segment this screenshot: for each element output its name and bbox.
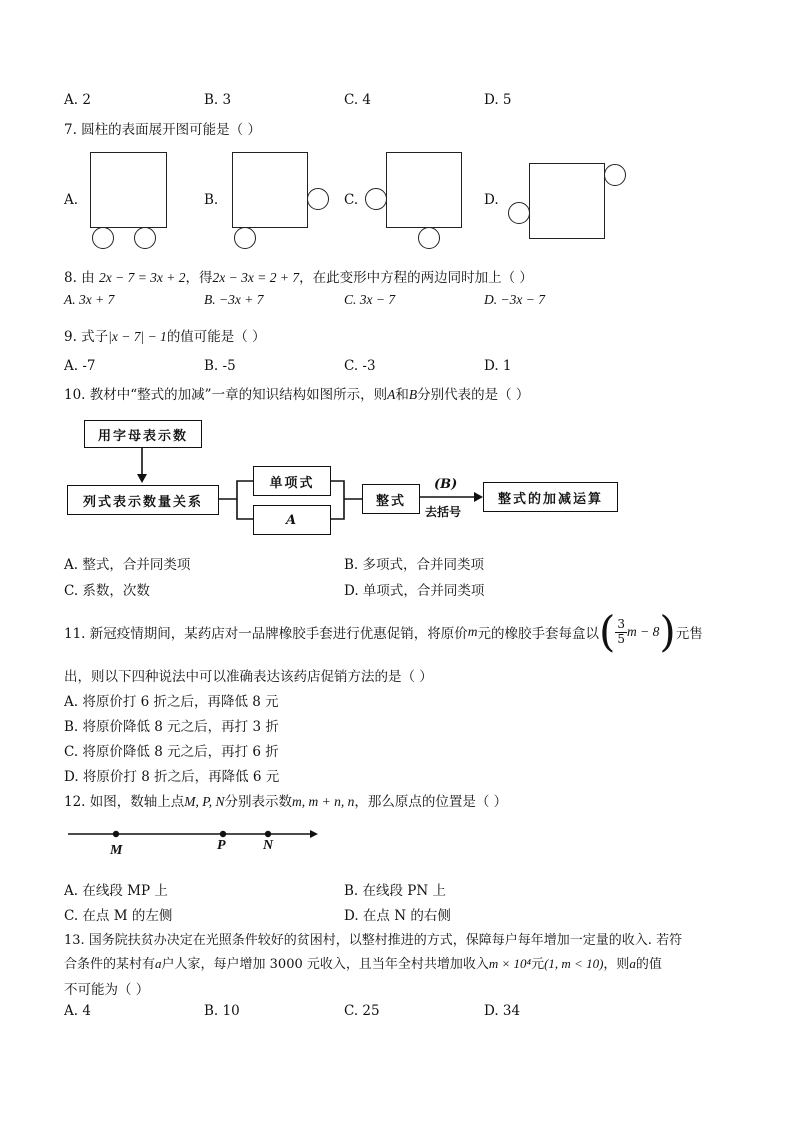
box-integral-expression: 整式 (362, 484, 420, 514)
arrow-label-remove-brackets: 去括号 (425, 505, 462, 519)
q12-option-b[interactable]: B. 在线段 PN 上 (344, 883, 446, 899)
q7-label-c[interactable]: C. (344, 192, 359, 208)
q11-fraction (615, 618, 627, 645)
box-a: A (253, 505, 331, 535)
q9-option-b[interactable]: B. -5 (204, 358, 236, 374)
q11-option-b[interactable]: B. 将原价降低 8 元之后，再打 3 折 (64, 719, 279, 735)
q8-option-d[interactable]: D. −3x − 7 (484, 292, 545, 307)
q11-line2: 出，则以下四种说法中可以准确表达该药店促销方法的是（ ） (64, 669, 433, 685)
q7-label-a[interactable]: A. (64, 192, 79, 208)
point-m (113, 831, 119, 837)
q12-option-c[interactable]: C. 在点 M 的左侧 (64, 908, 173, 924)
box-letters-represent-numbers: 用字母表示数 (84, 420, 202, 448)
q13-var-a: a (155, 956, 162, 971)
q10-tail: 分别代表的是（ ） (417, 387, 530, 403)
q7-stem: 7. 圆柱的表面展开图可能是（ ） (64, 122, 261, 138)
q11-stem-c: 元售 (675, 626, 703, 642)
q11-var-m: m (467, 624, 478, 639)
q13-option-a[interactable]: A. 4 (64, 1003, 91, 1019)
q13-option-d[interactable]: D. 34 (484, 1003, 521, 1019)
q11-fraction-numerator: 3 (617, 617, 626, 632)
q12-stem-c: ，那么原点的位置是（ ） (354, 794, 508, 810)
q13-condition: (1, m < 10) (544, 956, 604, 971)
q8-equation-2: 2x − 3x = 2 + 7 (212, 270, 300, 285)
q9-tail: 的值可能是（ ） (166, 329, 266, 345)
q12-stem-a: 12. 如图，数轴上点 (64, 794, 185, 810)
q9-option-c[interactable]: C. -3 (344, 358, 376, 374)
q9-num: 9. 式子 (64, 329, 109, 345)
q10-var-b: B (408, 387, 418, 402)
q8-option-c[interactable]: C. 3x − 7 (344, 292, 396, 307)
q13-expression: m × 10⁴ (488, 956, 532, 971)
label-p: P (217, 838, 226, 853)
q6-option-d[interactable]: D. 5 (484, 92, 512, 108)
box-expressions-quantity: 列式表示数量关系 (67, 485, 219, 515)
label-n: N (263, 838, 274, 853)
q8-option-b[interactable]: B. −3x + 7 (204, 292, 264, 307)
q13-line1: 13. 国务院扶贫办决定在光照条件较好的贫困村，以整村推进的方式，保障每户每年增加一定量的收入. 若符 (64, 933, 683, 948)
q11-stem (64, 607, 703, 656)
point-p (220, 831, 226, 837)
q12-option-d[interactable]: D. 在点 N 的右侧 (344, 908, 451, 924)
q11-left-paren: ( (599, 607, 616, 656)
q12-points: M, P, N (184, 794, 225, 809)
diagram-connectors (0, 0, 794, 560)
q13-option-b[interactable]: B. 10 (204, 1003, 240, 1019)
label-m: M (110, 843, 123, 858)
q11-option-d[interactable]: D. 将原价打 8 折之后，再降低 6 元 (64, 769, 280, 785)
q11-fraction-denominator: 5 (617, 631, 626, 646)
point-n (265, 831, 271, 837)
q11-stem-b: 元的橡胶手套每盒以 (477, 626, 600, 642)
q9-option-a[interactable]: A. -7 (64, 358, 96, 374)
q6-option-a[interactable]: A. 2 (64, 92, 91, 108)
arrow-label-b: (B) (434, 477, 458, 492)
q12-option-a[interactable]: A. 在线段 MP 上 (64, 883, 168, 899)
q12-values: m, m + n, n (292, 794, 355, 809)
q9-option-d[interactable]: D. 1 (484, 358, 512, 374)
q10-and: 和 (395, 387, 409, 403)
q8-tail: ，在此变形中方程的两边同时加上（ ） (299, 270, 533, 286)
q12-stem (64, 790, 507, 810)
q8-mid: ，得 (185, 270, 213, 286)
q11-right-paren: ) (659, 607, 676, 656)
q8-option-a[interactable]: A. 3x + 7 (64, 292, 115, 307)
q8-num: 8. 由 (64, 270, 95, 286)
q11-option-c[interactable]: C. 将原价降低 8 元之后，再打 6 折 (64, 744, 279, 760)
q11-stem-a: 11. 新冠疫情期间，某药店对一品牌橡胶手套进行优惠促销，将原价 (64, 626, 468, 642)
q10-option-a[interactable]: A. 整式，合并同类项 (64, 557, 191, 573)
q13-line3: 不可能为（ ） (64, 982, 150, 998)
q11-expression: m − 8 (627, 624, 660, 639)
q10-stem-text: 10. 教材中“整式的加减”一章的知识结构如图所示，则 (64, 387, 388, 403)
q13-line2: 合条件的某村有a户人家，每户增加 3000 元收入，且当年全村共增加收入m × 10⁴元(1, m < 10)，则a的值 (64, 956, 662, 972)
q10-option-c[interactable]: C. 系数，次数 (64, 583, 150, 599)
q10-var-a: A (387, 387, 396, 402)
q10-option-d[interactable]: D. 单项式，合并同类项 (344, 583, 485, 599)
q12-stem-b: 分别表示数 (224, 794, 293, 810)
q6-option-b[interactable]: B. 3 (204, 92, 232, 108)
q11-option-a[interactable]: A. 将原价打 6 折之后，再降低 8 元 (64, 694, 279, 710)
q7-label-b[interactable]: B. (204, 192, 219, 208)
q7-label-d[interactable]: D. (484, 192, 499, 208)
q6-option-c[interactable]: C. 4 (344, 92, 372, 108)
box-add-subtract-operations: 整式的加减运算 (483, 482, 618, 512)
q8-equation-1: 2x − 7 = 3x + 2 (98, 270, 186, 285)
q10-option-b[interactable]: B. 多项式，合并同类项 (344, 557, 485, 573)
q9-expression: |x − 7| − 1 (108, 329, 167, 344)
q13-option-c[interactable]: C. 25 (344, 1003, 380, 1019)
box-monomial: 单项式 (253, 466, 331, 496)
